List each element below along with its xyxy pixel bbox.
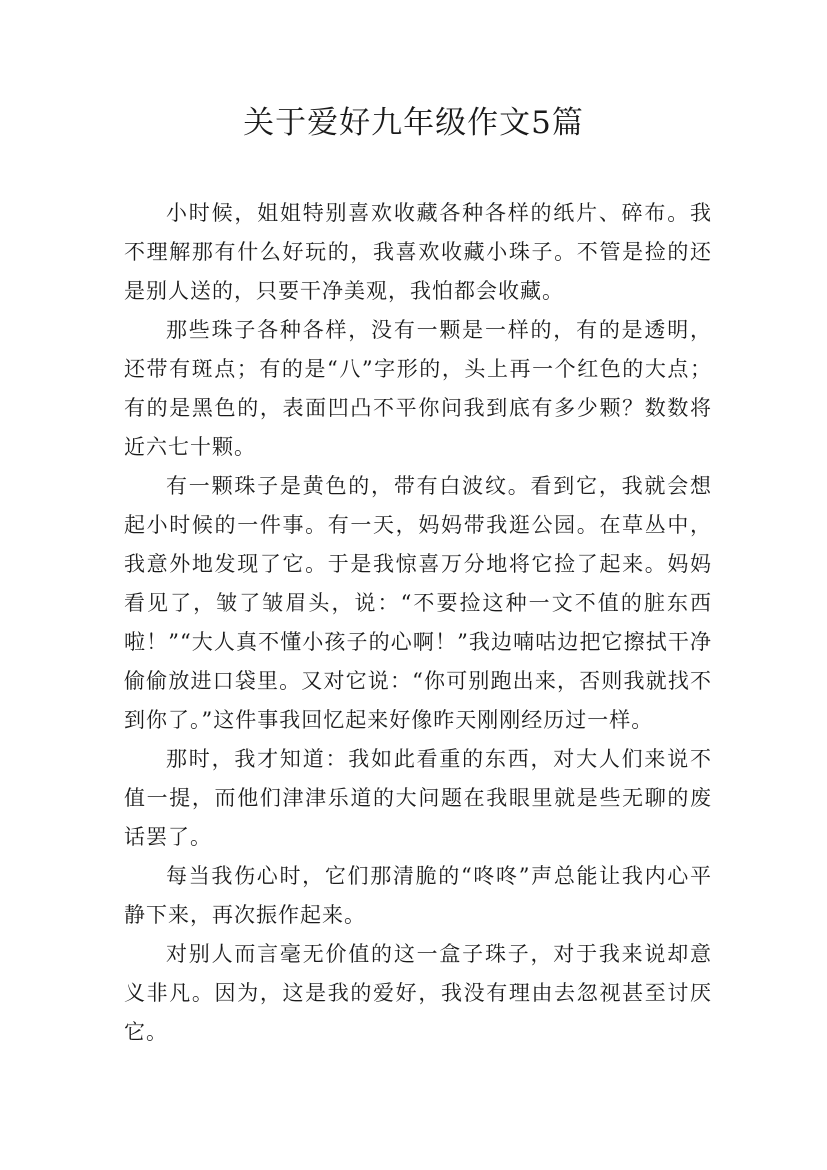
document-body xyxy=(124,194,712,1052)
paragraph: 有一颗珠子是黄色的，带有白波纹。看到它，我就会想起小时候的一件事。有一天，妈妈带我逛公园。在草丛中，我意外地发现了它。于是我惊喜万分地将它捡了起来。妈妈看见了，皱了皱眉头，说：“不要捡这种一文不值的脏东西啦！”“大人真不懂小孩子的心啊！”我边喃咕边把它擦拭干净偷偷放进口袋里。又对它说：“你可别跑出来，否则我就找不到你了。”这件事我回忆起来好像昨天刚刚经历过一样。 xyxy=(124,474,712,732)
paragraph: 那些珠子各种各样，没有一颗是一样的，有的是透明，还带有斑点；有的是“八”字形的，头上再一个红色的大点；有的是黑色的，表面凹凸不平你问我到底有多少颗？数数将近六七十颗。 xyxy=(124,318,712,459)
paragraph: 小时候，姐姐特别喜欢收藏各种各样的纸片、碎布。我不理解那有什么好玩的，我喜欢收藏小珠子。不管是捡的还是别人送的，只要干净美观，我怕都会收藏。 xyxy=(124,201,712,303)
paragraph: 那时，我才知道：我如此看重的东西，对大人们来说不值一提，而他们津津乐道的大问题在我眼里就是些无聊的废话罢了。 xyxy=(124,747,712,849)
document-title: 关于爱好九年级作文5篇 xyxy=(243,105,584,141)
paragraph: 每当我伤心时，它们那清脆的“咚咚”声总能让我内心平静下来，再次振作起来。 xyxy=(124,864,712,927)
paragraph: 对别人而言毫无价值的这一盒子珠子，对于我来说却意义非凡。因为，这是我的爱好，我没有理由去忽视甚至讨厌它。 xyxy=(124,942,712,1044)
